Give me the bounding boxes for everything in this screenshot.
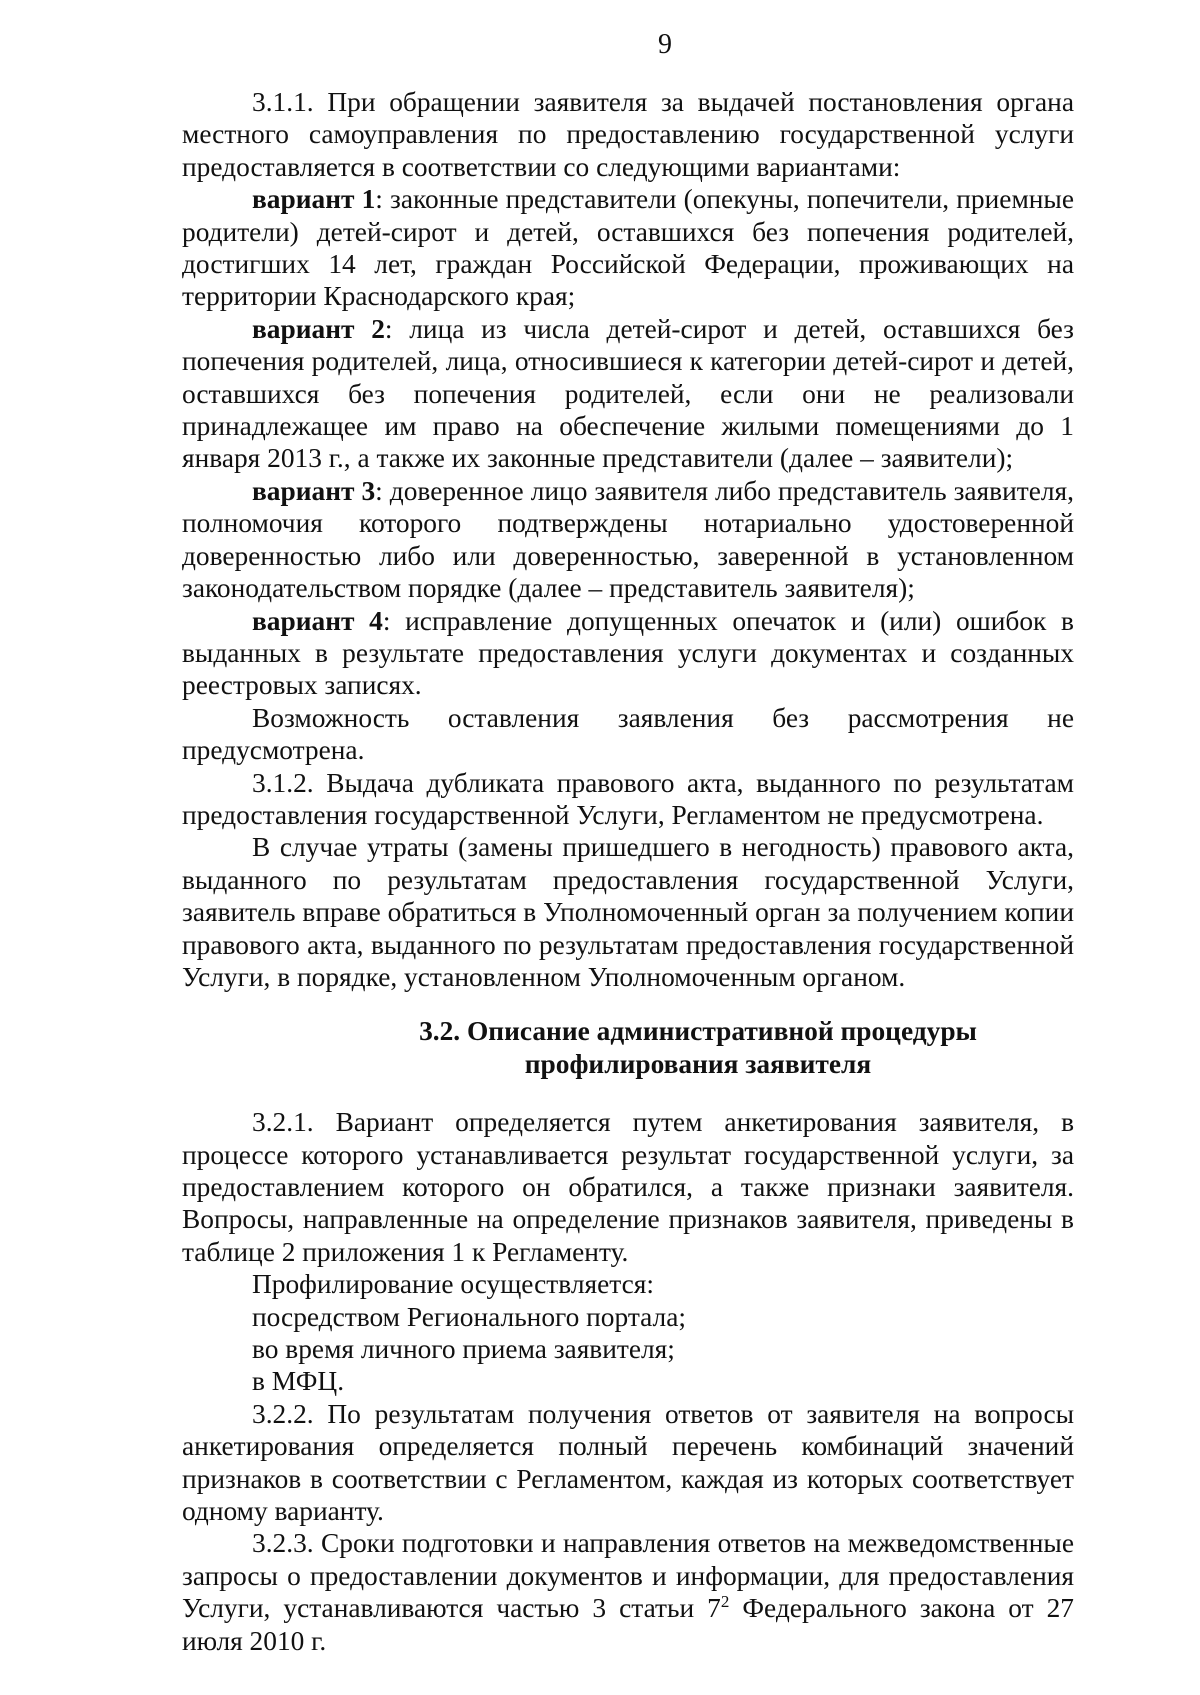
document-body	[182, 86, 1074, 1657]
paragraph-profiling-portal: посредством Регионального портала;	[252, 1301, 686, 1332]
section-heading-line-1: 3.2. Описание административной процедуры	[419, 1016, 977, 1047]
variant-label: вариант 2	[252, 313, 385, 344]
paragraph-no-dismissal: Возможность оставления заявления без рассмотрения не предусмотрена.	[182, 702, 1074, 766]
variant-label: вариант 3	[252, 475, 376, 506]
paragraph-variant-1: вариант 1: законные представители (опекуны, попечители, приемные родители) детей-сирот и детей, оставшихся без попечения родителей, достигших 14 лет, граждан Российской Федерации, проживающих на территории Краснодарского края;	[182, 184, 1074, 312]
paragraph-profiling-personal: во время личного приема заявителя;	[252, 1334, 675, 1365]
paragraph-3-1-2: 3.1.2. Выдача дубликата правового акта, выданного по результатам предоставления государственной Услуги, Регламентом не предусмотрена.	[182, 767, 1074, 830]
paragraph-profiling-intro: Профилирование осуществляется:	[252, 1269, 654, 1300]
paragraph-3-2-3: 3.2.3. Сроки подготовки и направления ответов на межведомственные запросы о предоставлении документов и информации, для предоставления Услуги, устанавливаются частью 3 статьи $7^2$ Федерального закона от 27 июля 2010 г.	[182, 1528, 1074, 1656]
paragraph-loss-case: В случае утраты (замены пришедшего в негодность) правового акта, выданного по результатам предоставления государственной Услуги, заявитель вправе обратиться в Уполномоченный орган за получением копии правового акта, выданного по результатам предоставления государственной Услуги, в порядке, установленном Уполномоченным органом.	[182, 832, 1074, 992]
paragraph-variant-2: вариант 2: лица из числа детей-сирот и детей, оставшихся без попечения родителей, лица, относившиеся к категории детей-сирот и детей, оставшихся без попечения родителей, если они не реализовали принадлежащее им право на обеспечение жилыми помещениями до 1 января 2013 г., а также их законные представители (далее – заявители);	[182, 313, 1074, 474]
paragraph-3-1-1: 3.1.1. При обращении заявителя за выдачей постановления органа местного самоуправления по предоставлению государственной услуги предоставляется в соответствии со следующими вариантами:	[182, 87, 1074, 182]
page-number: 9	[658, 29, 672, 60]
paragraph-profiling-mfc: в МФЦ.	[252, 1366, 345, 1397]
paragraph-variant-4: вариант 4: исправление допущенных опечаток и (или) ошибок в выданных в результате предоставления услуги документах и созданных реестровых записях.	[182, 605, 1074, 701]
variant-label: вариант 1	[252, 184, 376, 215]
variant-label: вариант 4	[252, 605, 383, 636]
paragraph-variant-3: вариант 3: доверенное лицо заявителя либо представитель заявителя, полномочия которого подтверждены нотариально удостоверенной доверенностью либо или доверенностью, заверенной в установленном законодательством порядке (далее – представитель заявителя);	[182, 475, 1074, 604]
paragraph-3-2-2: 3.2.2. По результатам получения ответов от заявителя на вопросы анкетирования определяется полный перечень комбинаций значений признаков в соответствии с Регламентом, каждая из которых соответствует одному варианту.	[182, 1398, 1074, 1527]
section-heading-line-2: профилирования заявителя	[524, 1048, 872, 1079]
superscript: 2	[720, 1592, 730, 1612]
section-heading	[182, 1015, 1074, 1080]
paragraph-3-2-1: 3.2.1. Вариант определяется путем анкетирования заявителя, в процессе которого устанавливается результат государственной услуги, за предоставлением которого он обратился, а также признаки заявителя. Вопросы, направленные на определение признаков заявителя, приведены в таблице 2 приложения 1 к Регламенту.	[182, 1107, 1074, 1267]
